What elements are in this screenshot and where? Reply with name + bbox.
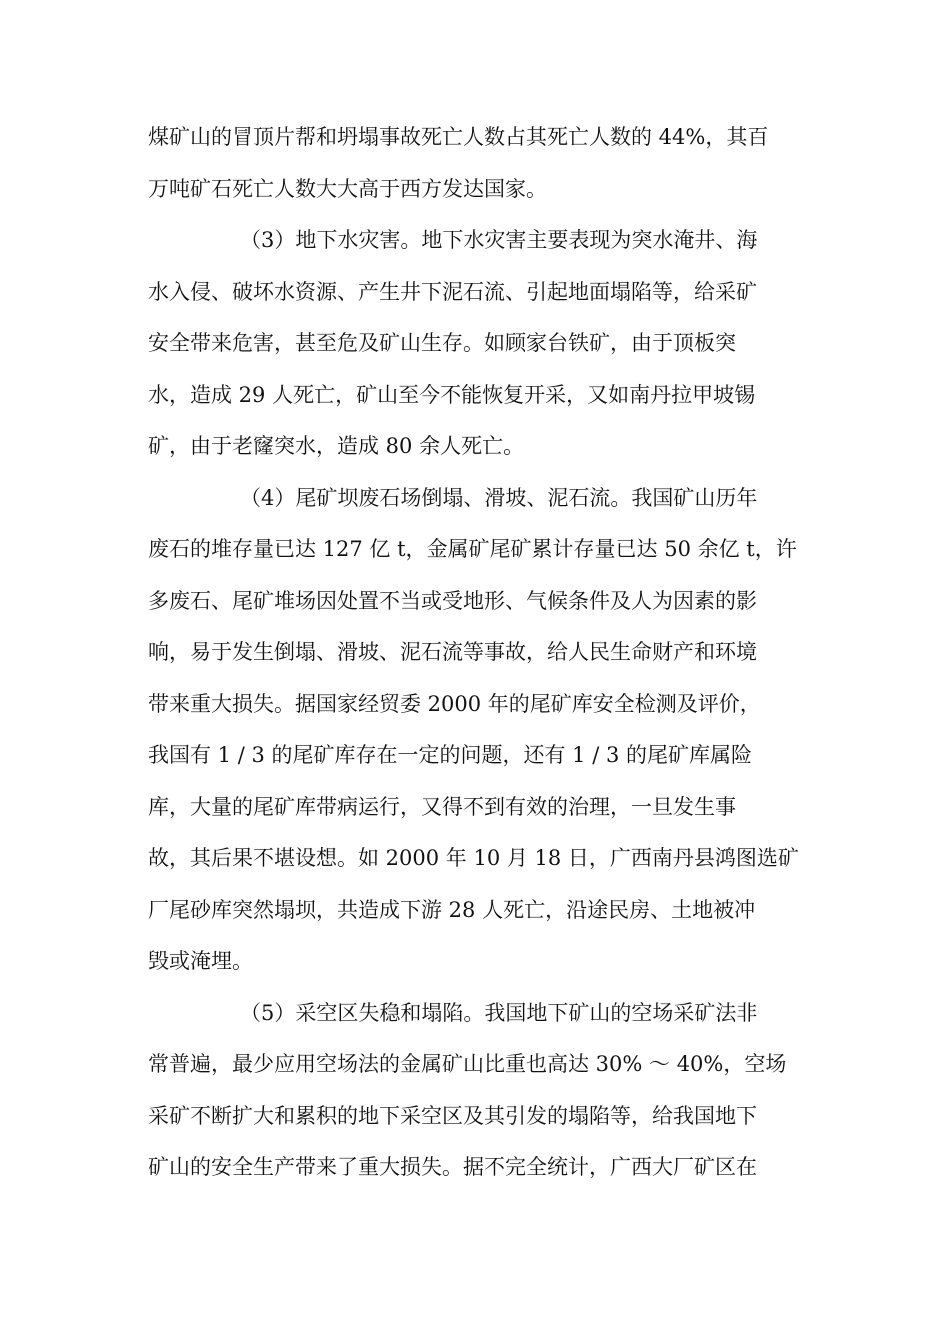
text-line: 矿山的安全生产带来了重大损失。据不完全统计，广西大厂矿区在: [148, 1155, 757, 1179]
text-line: 毁或淹埋。: [148, 949, 253, 973]
text-line: 故，其后果不堪设想。如 2000 年 10 月 18 日，广西南丹县鸿图选矿: [148, 846, 799, 870]
text-line: 采矿不断扩大和累积的地下采空区及其引发的塌陷等，给我国地下: [148, 1103, 757, 1128]
text-line: 水入侵、破坏水资源、产生井下泥石流、引起地面塌陷等，给采矿: [148, 279, 757, 304]
paragraph-goaf-collapse: [148, 988, 808, 1194]
text-line: 万吨矿石死亡人数大大高于西方发达国家。: [148, 176, 547, 201]
text-line: 矿，由于老窿突水，造成 80 余人死亡。: [148, 434, 525, 458]
text-line: 常普遍，最少应用空场法的金属矿山比重也高达 30% ～ 40%，空场: [148, 1052, 787, 1076]
paragraph-groundwater-hazard: [148, 215, 808, 473]
text-line: （3）地下水灾害。地下水灾害主要表现为突水淹井、海: [240, 228, 758, 252]
text-line: 我国有 1 / 3 的尾矿库存在一定的问题，还有 1 / 3 的尾矿库属险: [148, 743, 752, 767]
paragraph-mine-collapse-stats: [148, 112, 808, 215]
text-line: 库，大量的尾矿库带病运行，又得不到有效的治理，一旦发生事: [148, 794, 736, 819]
text-line: 多废石、尾矿堆场因处置不当或受地形、气候条件及人为因素的影: [148, 588, 757, 613]
text-line: 水，造成 29 人死亡，矿山至今不能恢复开采，又如南丹拉甲坡锡: [148, 382, 756, 407]
text-line: 厂尾砂库突然塌坝，共造成下游 28 人死亡，沿途民房、土地被冲: [148, 897, 756, 922]
text-line: 安全带来危害，甚至危及矿山生存。如顾家台铁矿，由于顶板突: [148, 331, 736, 355]
text-line: 响，易于发生倒塌、滑坡、泥石流等事故，给人民生命财产和环境: [148, 640, 757, 664]
text-line: 带来重大损失。据国家经贸委 2000 年的尾矿库安全检测及评价，: [148, 691, 761, 716]
document-body: [148, 112, 808, 1194]
text-line: 废石的堆存量已达 127 亿 t，金属矿尾矿累计存量已达 50 余亿 t，许: [148, 537, 797, 561]
paragraph-tailings-dam-collapse: [148, 473, 808, 988]
text-line: 煤矿山的冒顶片帮和坍塌事故死亡人数占其死亡人数的 44%，其百: [148, 125, 769, 149]
text-line: （4）尾矿坝废石场倒塌、滑坡、泥石流。我国矿山历年: [240, 485, 758, 510]
text-line: （5）采空区失稳和塌陷。我国地下矿山的空场采矿法非: [240, 1000, 758, 1025]
